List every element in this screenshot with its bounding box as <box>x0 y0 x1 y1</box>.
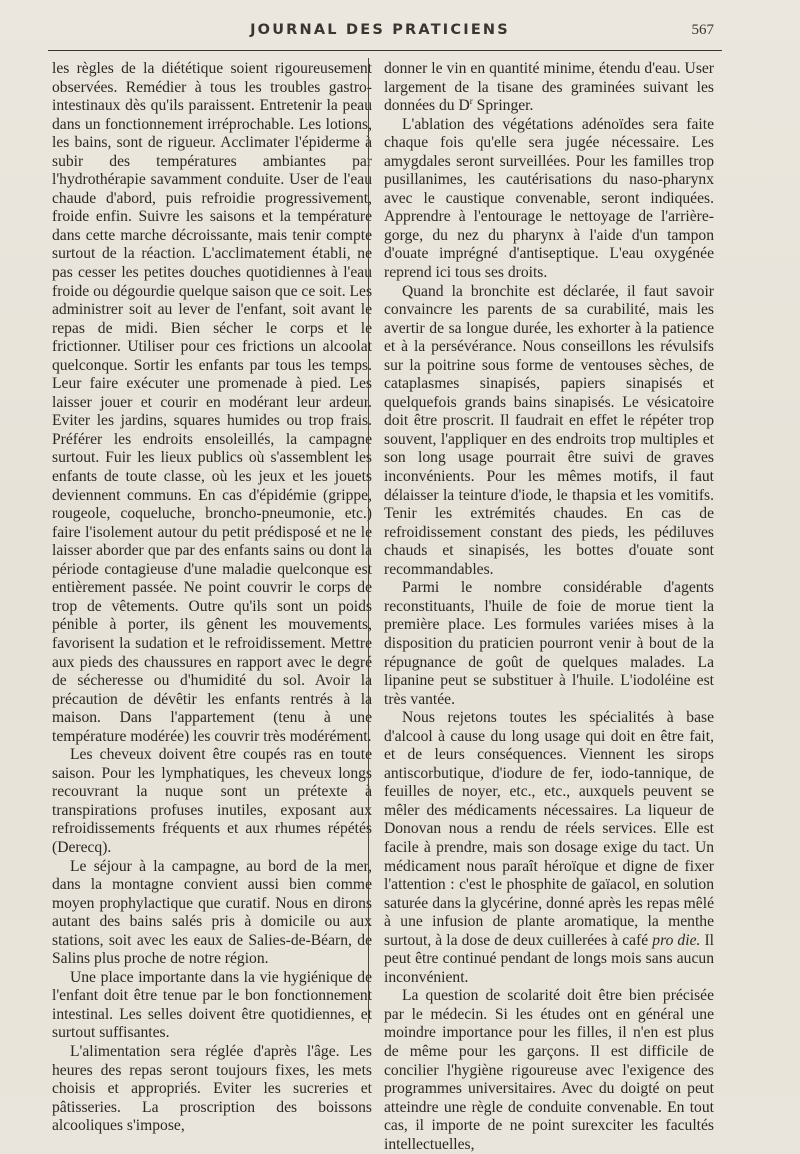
running-head <box>0 22 800 44</box>
paragraph-adenoids: L'ablation des végétations adénoïdes sera faite chaque fois qu'elle sera jugée nécessaire. Les amygdales seront surveillées. Pour les familles trop pusillanimes, les cautérisations du naso-pharynx avec le caustique convenable, seront indiquées. Apprendre à l'entourage le nettoyage de l'arrière-gorge, du nez du pharynx à l'aide d'un tampon d'ouate imprégné d'antiseptique. L'eau oxygénée reprend ici tous ses droits. <box>384 115 714 282</box>
paragraph-wine-tisane <box>384 60 714 116</box>
paragraph-intestinal-function: Une place importante dans la vie hygiénique de l'enfant doit être tenue par le bon fonctionnement intestinal. Les selles doivent être quotidiennes, et surtout suffisantes. <box>52 968 372 1042</box>
paragraph-diet: L'alimentation sera réglée d'après l'âge. Les heures des repas seront toujours fixes, les mets choisis et appropriés. Eviter les sucreries et pâtisseries. La proscription des boissons alcooliques s'impose, <box>52 1042 372 1135</box>
paragraph-countryside-stay: Le séjour à la campagne, au bord de la mer, dans la montagne convient aussi bien comme moyen prophylactique que curatif. Nous en dirons autant des bains salés pris à domicile ou aux stations, soit avec les eaux de Salies-de-Béarn, de Salins plus proche de notre région. <box>52 857 372 968</box>
paragraph-schooling: La question de scolarité doit être bien précisée par le médecin. Si les études ont en général une moindre importance pour les filles, il n'en est plus de même pour les garçons. Il est difficile de concilier l'hygiène rigoureuse avec l'exigence des programmes universitaires. Avec du doigté on peut atteindre une règle de conduite convenable. En tout cas, il importe de ne point surexciter les facultés intellectuelles, <box>384 987 714 1153</box>
text-springer: Springer. <box>472 97 534 115</box>
left-column <box>52 60 372 1136</box>
paragraph-specialities <box>384 709 714 987</box>
journal-title: JOURNAL DES PRATICIENS <box>250 22 510 38</box>
text-pro-die-tail: Il peut être continué pendant de longs mois sans aucun inconvénient. <box>384 931 714 986</box>
superscript-doctor: r <box>469 95 473 106</box>
header-rule <box>48 50 722 51</box>
text-specialities: Nous rejetons toutes les spécialités à base d'alcool à cause du long usage qui doit en être fait, et de leurs conséquences. Viennent les sirops antiscorbutique, d'iodure de fer, iodo-tannique, de feuilles de noyer, etc., etc., auxquels peuvent se mêler des médicaments nécessaires. La liqueur de Donovan nous a rendu de réels services. Elle est facile à prendre, mais son dosage exige du tact. Un médicament nous paraît héroïque et digne de fixer l'attention : c'est le phosphite de gaïacol, en solution saturée dans la glycérine, donné après les repas mêlé à une infusion de plante aromatique, la menthe surtout, à la dose de deux cuillerées à café <box>384 709 714 949</box>
paragraph-bronchitis: Quand la bronchite est déclarée, il faut savoir convaincre les parents de sa curabilité, mais les avertir de sa longue durée, les exhorter à la patience et à la persévérance. Nous conseillons les révulsifs sur la poitrine sous forme de ventouses sèches, de cataplasmes sinapisés, papiers sinapisés et quelquefois grands bains sinapisés. Le vésicatoire doit être proscrit. Il faudrait en effet le répéter trop souvent, l'appliquer en des endroits trop multiples et son long usage pourrait être suivi de graves inconvénients. Pour les mêmes motifs, il faut délaisser la teinture d'iode, le thapsia et les vomitifs. Tenir les extrémités chaudes. En cas de refroidissement constant des pieds, les pédiluves chauds et sinapisés, les bottes d'ouate sont recommandables. <box>384 282 714 578</box>
page-number: 567 <box>691 22 714 38</box>
right-column <box>384 60 714 1154</box>
italic-pro-die: pro die. <box>652 931 701 949</box>
text-wine-tisane: donner le vin en quantité minime, étendu d'eau. User largement de la tisane des graminées suivant les données du D <box>384 60 714 115</box>
paragraph-reconstituents: Parmi le nombre considérable d'agents reconstituants, l'huile de foie de morue tient la première place. Les formules variées mises à la disposition du praticien pourront venir à bout de la répugnance de goût de quelques malades. La lipanine peut se substituer à l'huile. L'iodoléine est très vantée. <box>384 579 714 708</box>
paragraph-hygiene-routine: les règles de la diététique soient rigoureusement observées. Remédier à tous les troubles gastro-intestinaux dès qu'ils paraissent. Entretenir la peau dans un fonctionnement irréprochable. Les lotions, les bains, sont de rigueur. Acclimater l'épiderme à subir des températures ambiantes par l'hydrothérapie savamment conduite. User de l'eau chaude d'abord, puis refroidie progressivement, froide enfin. Suivre les saisons et la température dans cette marche décroissante, mais tenir compte surtout de la réaction. L'acclimatement établi, ne pas cesser les petites douches quotidiennes à l'eau froide ou dégourdie quelque saison que ce soit. Les administrer soit au lever de l'enfant, soit avant le repas de midi. Bien sécher le corps et le frictionner. Utiliser pour ces frictions un alcoolat quelconque. Sortir les enfants par tous les temps. Leur faire exécuter une promenade à pied. Les laisser jouer et courir en modérant leur ardeur. Eviter les jardins, squares humides ou trop frais. Préférer les endroits ensoleillés, la campagne surtout. Fuir les lieux publics où s'assemblent les enfants de toute classe, où les jeux et les jouets deviennent communs. En cas d'épidémie (grippe, rougeole, coqueluche, broncho-pneumonie, etc.) faire l'isolement autour du petit prédisposé et ne le laisser aborder que par des enfants sains ou dont la période contagieuse d'une maladie quelconque est entièrement passée. Ne point couvrir le corps de trop de vêtements. Outre qu'ils sont un poids pénible à porter, ils gênent les mouvements, favorisent la sudation et le refroidissement. Mettre aux pieds des chaussures en rapport avec le degré de sécheresse ou d'humidité du sol. Avoir la précaution de dévêtir les enfants rentrés à la maison. Dans l'appartement (tenu à une température modérée) les couvrir très modérément. <box>52 60 373 745</box>
column-divider <box>368 58 369 1023</box>
paragraph-haircut: Les cheveux doivent être coupés ras en toute saison. Pour les lymphatiques, les cheveux longs recouvrant la nuque sont un prétexte à transpirations profuses inutiles, exposant aux refroidissements fréquents et aux rhumes répétés (Derecq). <box>52 746 372 856</box>
